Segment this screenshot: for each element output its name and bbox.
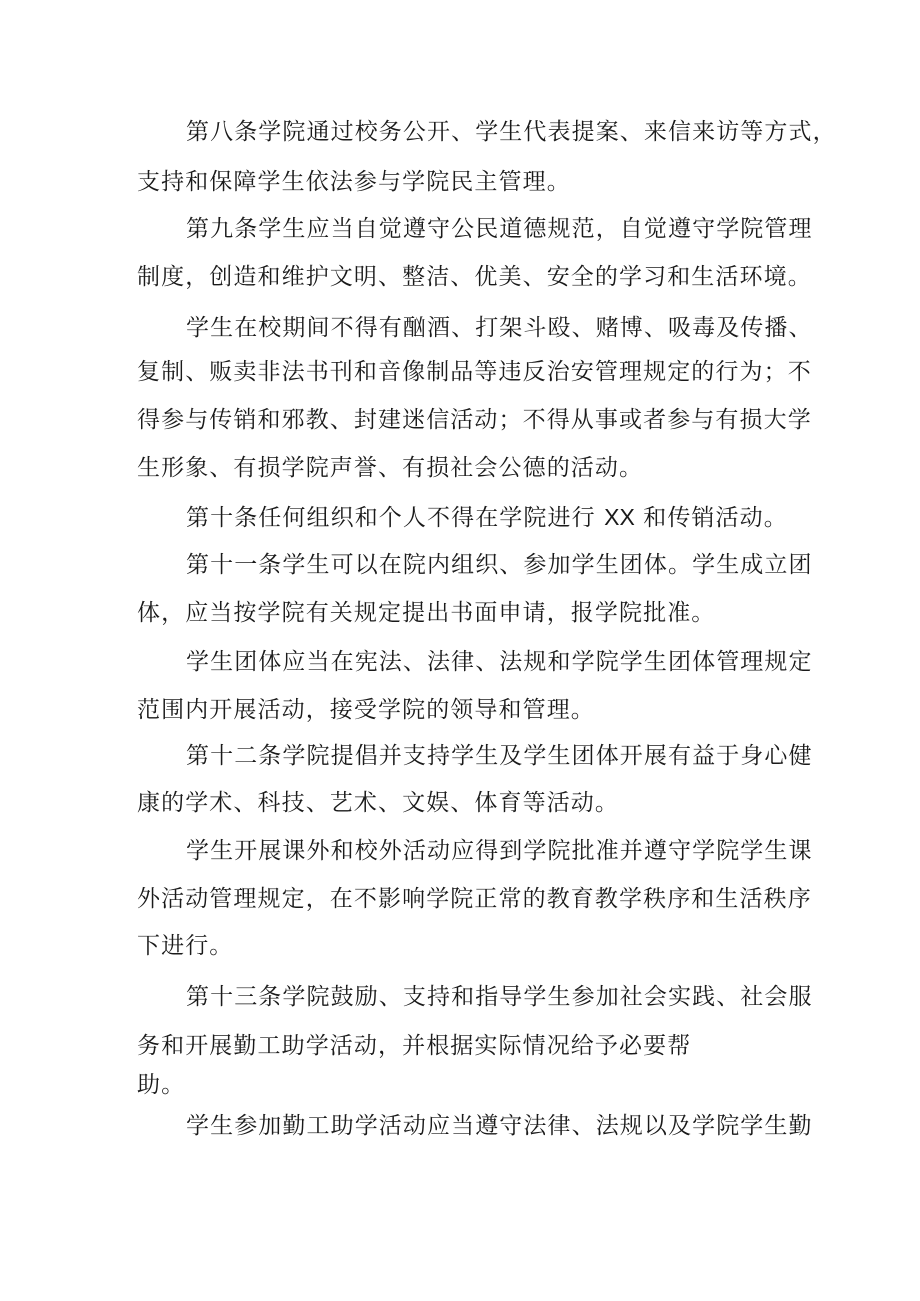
activities-line-2: 外活动管理规定，在不影响学院正常的教育教学秩序和生活秩序	[137, 886, 812, 912]
conduct-line-3: 得参与传销和邪教、封建迷信活动；不得从事或者参与有损大学	[137, 407, 812, 433]
article-12-line-2: 康的学术、科技、艺术、文娱、体育等活动。	[137, 790, 619, 816]
article-9-line-2: 制度，创造和维护文明、整洁、优美、安全的学习和生活环境。	[137, 264, 812, 290]
article-13-line-3: 助。	[137, 1072, 186, 1098]
article-10-text-after: 和传销活动。	[634, 505, 788, 531]
groups-line-1: 学生团体应当在宪法、法律、法规和学院学生团体管理规定	[186, 649, 813, 675]
article-11-line-2: 体，应当按学院有关规定提出书面申请，报学院批准。	[137, 600, 716, 626]
article-9-line-1: 第九条学生应当自觉遵守公民道德规范，自觉遵守学院管理	[186, 216, 813, 242]
article-8-line-2: 支持和保障学生依法参与学院民主管理。	[137, 169, 571, 195]
groups-line-2: 范围内开展活动，接受学院的领导和管理。	[137, 697, 595, 723]
activities-line-3: 下进行。	[137, 933, 234, 959]
article-10-text-before: 第十条任何组织和个人不得在学院进行	[186, 505, 605, 531]
conduct-line-1: 学生在校期间不得有酗酒、打架斗殴、赌博、吸毒及传播、	[186, 315, 813, 341]
conduct-line-4: 生形象、有损学院声誉、有损社会公德的活动。	[137, 455, 644, 481]
article-8-line-1: 第八条学院通过校务公开、学生代表提案、来信来访等方式，	[186, 119, 837, 145]
activities-line-1: 学生开展课外和校外活动应得到学院批准并遵守学院学生课	[186, 838, 813, 864]
article-13-line-2: 务和开展勤工助学活动，并根据实际情况给予必要帮	[137, 1033, 692, 1059]
conduct-line-2: 复制、贩卖非法书刊和音像制品等违反治安管理规定的行为；不	[137, 359, 812, 385]
article-11-line-1: 第十一条学生可以在院内组织、参加学生团体。学生成立团	[186, 552, 813, 578]
article-12-line-1: 第十二条学院提倡并支持学生及学生团体开展有益于身心健	[186, 743, 813, 769]
workstudy-line-1: 学生参加勤工助学活动应当遵守法律、法规以及学院学生勤	[186, 1113, 813, 1139]
article-13-line-1: 第十三条学院鼓励、支持和指导学生参加社会实践、社会服	[186, 984, 813, 1010]
article-10-placeholder-code: XX	[604, 504, 635, 530]
article-10-line-1	[186, 502, 792, 533]
